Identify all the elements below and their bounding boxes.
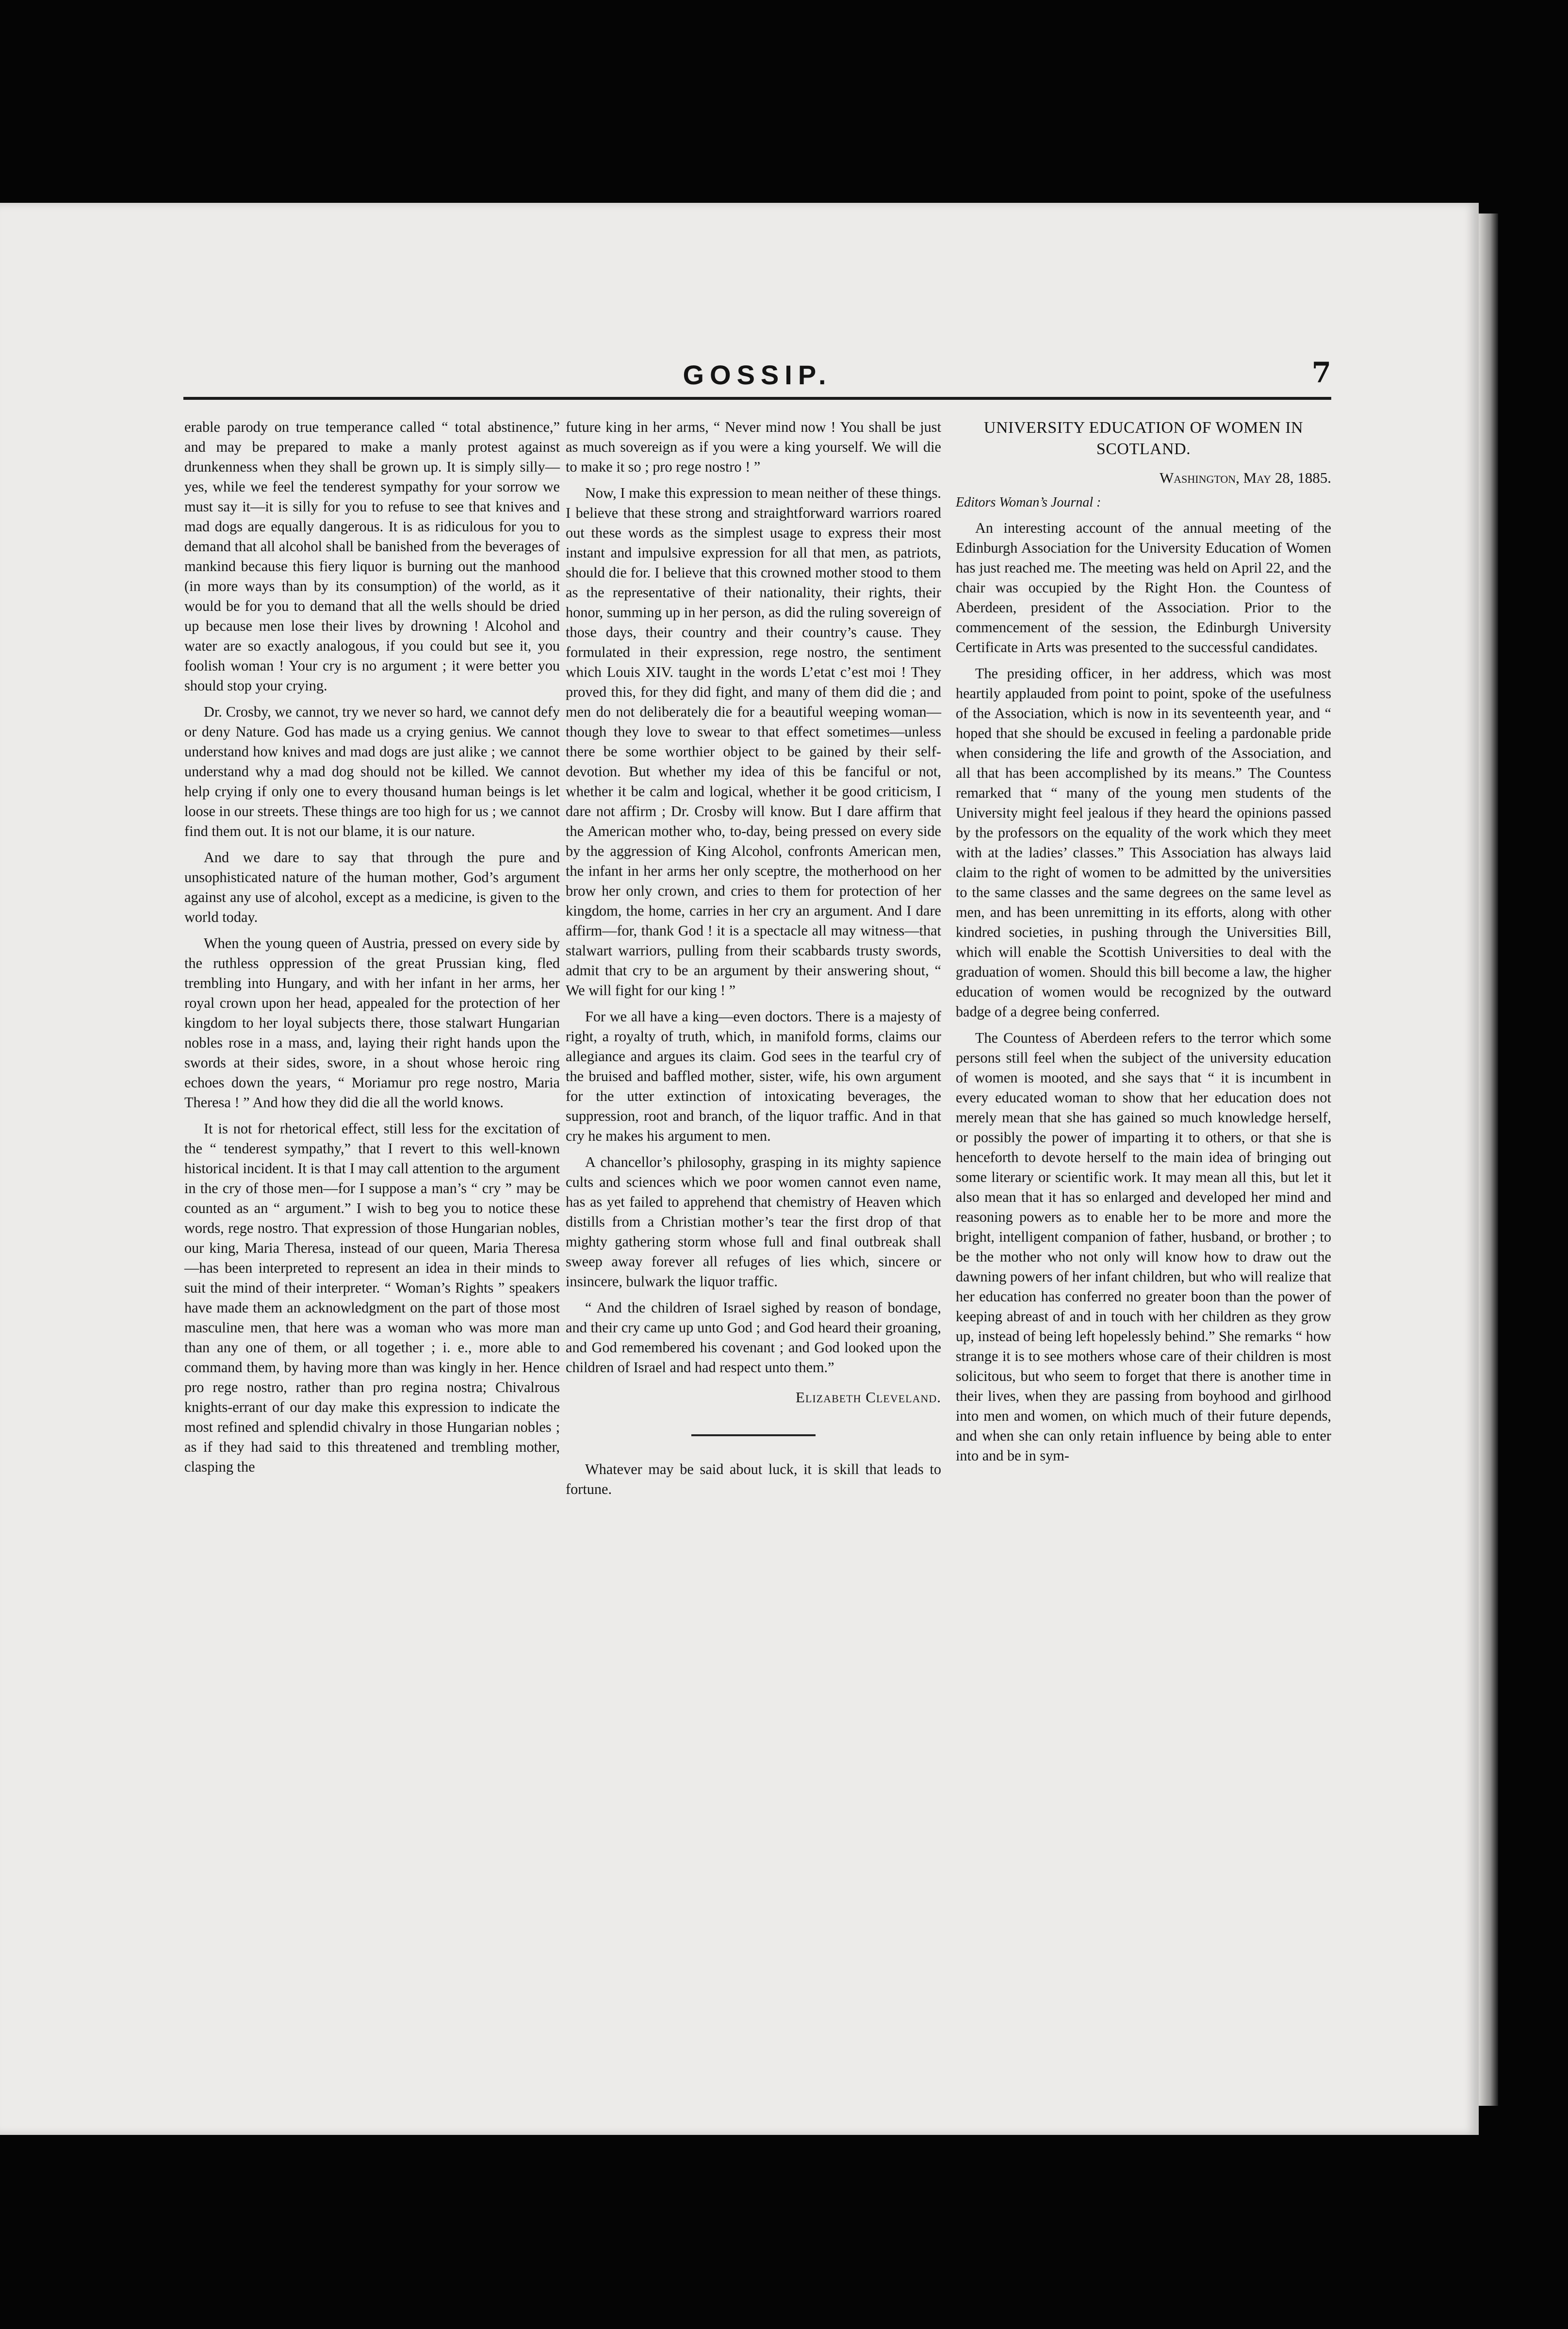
header-rule [183, 397, 1331, 400]
author-signature: Elizabeth Cleveland. [796, 1389, 941, 1406]
paragraph: It is not for rhetorical effect, still less for the excitation of the “ tenderest sympathy,” that I revert to this well-known historical incident. It is that I may call attention to the argument in the cry of those men—for I suppose a man’s “ cry ” may be counted as an “ argument.” I wish to beg you to notice these words, rege nostro. That expression of those Hungarian nobles, our king, Maria Theresa, instead of our queen, Maria Theresa—has been interpreted to represent an idea in their minds to suit the mind of their interpreter. “ Woman’s Rights ” speakers have made them an acknowledgment on the part of those most masculine men, that here was a woman who was more man than any one of them, or all together ; i. e., more able to command them, by having more than was kingly in her. Hence pro rege nostro, rather than pro regina nostra; Chivalrous knights-errant of our day make this expression to indicate the most refined and splendid chivalry in those Hungarian nobles ; as if they had said to this threatened and trembling mother, clasping the [184, 1120, 560, 1475]
paragraph: And we dare to say that through the pure and unsophisticated nature of the human mother, God’s argument against any use of alcohol, except as a medicine, is given to the world today. [184, 849, 560, 925]
page-edge [1479, 213, 1498, 2106]
paragraph: “ And the children of Israel sighed by reason of bondage, and their cry came up unto God ; and God heard their groaning, and God remembered his covenant ; and God looked upon the children of Israel and had respect unto them.” [566, 1299, 941, 1376]
paragraph: The Countess of Aberdeen refers to the terror which some persons still feel when the subject of the university education of women is mooted, and she says that “ it is incumbent in every educated woman to show that her education does not merely mean that she has gained so much knowledge herself, or possibly the power of imparting it to others, or that she is henceforth to devote herself to the main idea of bringing out some literary or scientific work. It may mean all this, but let it also mean that it has so enlarged and developed her mind and reasoning powers as to enable her to be more and more the bright, intelligent companion of father, husband, or brother ; to be the mother who not only will know how to draw out the dawning powers of her infant children, but who will realize that her education has conferred no greater boon than the power of keeping abreast of and in touch with her children as they grow up, instead of being left hopelessly behind.” She remarks “ how strange it is to see mothers whose care of their children is most solicitous, but who seem to forget that there is another time in their lives, when they are passing from boyhood and girlhood into men and women, on which much of their future depends, and when she can only retain influence by being able to enter into and be in sym- [956, 1030, 1331, 1464]
masthead: GOSSIP. [683, 360, 832, 390]
page-header [183, 356, 1331, 417]
paragraph: An interesting account of the annual meeting of the Edinburgh Association for the University Education of Women has just reached me. The meeting was held on April 22, and the chair was occupied by the Right Hon. the Countess of Aberdeen, president of the Association. Prior to the commencement of the session, the Edinburgh University Certificate in Arts was presented to the successful candidates. [956, 520, 1331, 656]
column-2 [566, 417, 941, 1506]
column-1 [184, 417, 560, 1477]
paragraph: A chancellor’s philosophy, grasping in its mighty sapience cults and sciences which we poor women cannot even name, has as yet failed to apprehend that chemistry of Heaven which distills from a Christian mother’s tear the first drop of that mighty gathering storm whose full and final outbreak shall sweep away forever all refuges of lies which, sincere or insincere, bulwark the liquor traffic. [566, 1154, 941, 1290]
paragraph: The presiding officer, in her address, which was most heartily applauded from point to point, spoke of the usefulness of the Association, which is now in its seventeenth year, and “ hoped that she should be excused in feeling a pardonable pride when considering the life and growth of the Association, and all that has been accomplished by its means.” The Countess remarked that “ many of the young men students of the University might feel jealous if they heard the opinions passed by the professors on the equality of the work which they meet with at the ladies’ classes.” This Association has always laid claim to the right of women to be admitted by the universities to the same classes and the same degrees on the same level as men, and has been unremitting in its efforts, along with other kindred societies, in pushing through the Universities Bill, which will enable the Scottish Universities to deal with the graduation of women. Should this bill become a law, the higher education of women would be recognized by the outward badge of a degree being conferred. [956, 665, 1331, 1020]
closing-note: Whatever may be said about luck, it is skill that leads to fortune. [566, 1461, 941, 1497]
dateline: Washington, May 28, 1885. [1159, 469, 1331, 486]
paragraph: erable parody on true temperance called “ total abstinence,” and may be prepared to make a manly protest against drunkenness when they shall be grown up. It is simply silly—yes, while we feel the tenderest sympathy for your sorrow we must say it—it is silly for you to refuse to see that knives and mad dogs are equally dangerous. It is as ridiculous for you to demand that all alcohol shall be banished from the beverages of mankind because this fiery liquor is burning out the manhood (in more ways than by its consumption) of the world, as it would be for you to demand that all the wells should be dried up because men lose their lives by drowning ! Alcohol and water are so exactly analogous, if you could but see it, you foolish woman ! Your cry is no argument ; it were better you should stop your crying. [184, 419, 560, 694]
article-title: UNIVERSITY EDUCATION OF WOMEN IN SCOTLAND. [983, 419, 1304, 458]
page-number: 7 [1311, 356, 1331, 389]
column-3 [956, 417, 1331, 1466]
paragraph: Now, I make this expression to mean neither of these things. I believe that these strong and straightforward warriors roared out these words as the simplest usage to express their most instant and impulsive expression for all that men, as patriots, should die for. I believe that this crowned mother stood to them as the representative of their nationality, their rights, their honor, summing up in her person, as did the ruling sovereign of those days, their country and their country’s cause. They formulated in their expression, rege nostro, the sentiment which Louis XIV. taught in the words L’etat c’est moi ! They proved this, for they did fight, and many of them did die ; and men do not deliberately die for a beautiful weeping woman—though they love to swear to that effect sometimes—unless there be some worthier object to be gained by their self-devotion. But whether my idea of this be fanciful or not, whether it be calm and logical, whether it be good criticism, I dare not affirm ; Dr. Crosby will know. But I dare affirm that the American mother who, to-day, being pressed on every side by the aggression of King Alcohol, confronts American men, the infant in her arms her only sceptre, the motherhood on her brow her only crown, and cries to them for protection of her kingdom, the home, carries in her cry an argument. And I dare affirm—for, thank God ! it is a spectacle all may witness—that stalwart warriors, pulling from their scabbards trusty swords, admit that cry to be an argument by their answering shout, “ We will fight for our king ! ” [566, 485, 941, 999]
paragraph: For we all have a king—even doctors. There is a majesty of right, a royalty of truth, which, in manifold forms, claims our allegiance and argues its claim. God sees in the tearful cry of the bruised and baffled mother, sister, wife, his own argument for the utter extinction of intoxicating beverages, the suppression, root and branch, of the liquor traffic. And in that cry he makes his argument to men. [566, 1008, 941, 1144]
paragraph: When the young queen of Austria, pressed on every side by the ruthless oppression of the great Prussian king, fled trembling into Hungary, and with her infant in her arms, her royal crown upon her head, appealed for the protection of her kingdom to her loyal subjects there, those stalwart Hungarian nobles rose in a mass, and, laying their right hands upon the swords at their sides, swore, in a shout whose heroic ring echoes down the years, “ Moriamur pro rege nostro, Maria Theresa ! ” And how they did die all the world knows. [184, 935, 560, 1111]
paragraph: future king in her arms, “ Never mind now ! You shall be just as much sovereign as if you were a king yourself. We will die to make it so ; pro rege nostro ! ” [566, 419, 941, 475]
section-divider [691, 1434, 816, 1436]
paragraph: Dr. Crosby, we cannot, try we never so hard, we cannot defy or deny Nature. God has made us a crying genius. We cannot understand how knives and mad dogs are just alike ; we cannot understand why a mad dog should not be killed. We cannot help crying if only one to every thousand human beings is let loose in our streets. These things are too high for us ; we cannot find them out. It is not our blame, it is our nature. [184, 704, 560, 839]
salutation: Editors Woman’s Journal : [956, 495, 1101, 510]
